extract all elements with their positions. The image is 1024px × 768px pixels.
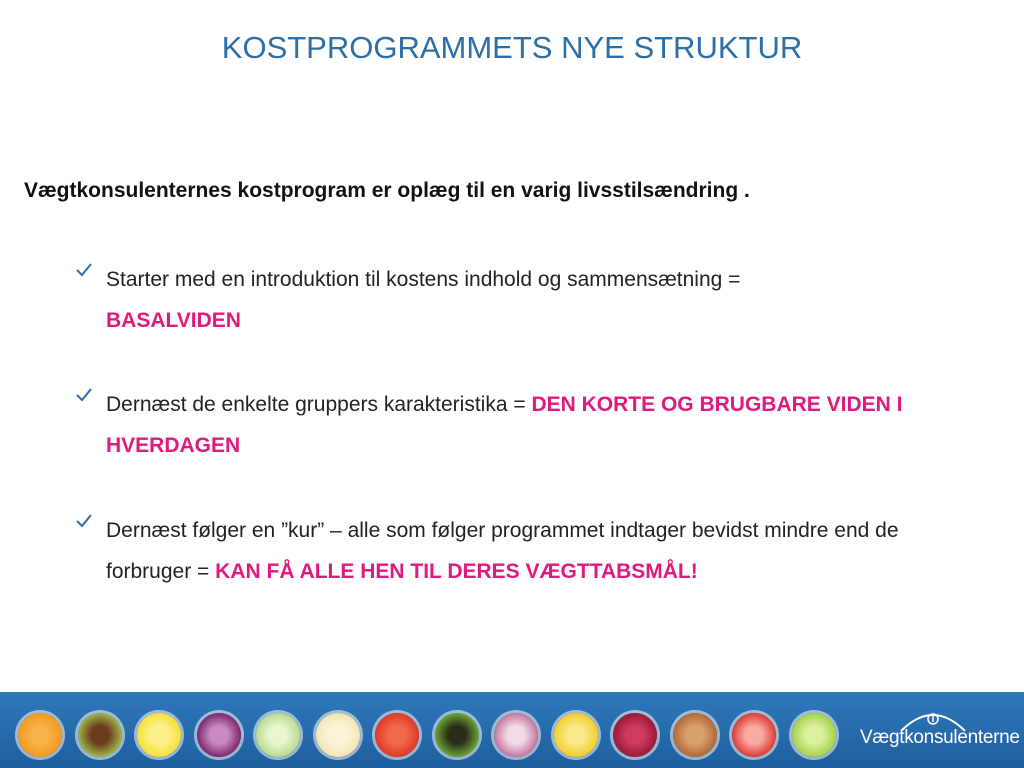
bullet-body: Starter med en introduktion til kostens indhold og sammensætning =	[106, 268, 741, 291]
slide-title: KOSTPROGRAMMETS NYE STRUKTUR	[221, 30, 803, 65]
brand-name: Vægtkonsulenterne	[860, 727, 1020, 748]
bullet-highlight: BASALVIDEN	[106, 309, 241, 332]
red-onion-icon	[494, 713, 538, 757]
bullet-text	[106, 259, 966, 341]
red-cabbage-icon	[197, 713, 241, 757]
bullet-text	[106, 384, 966, 466]
bullet-highlight: KAN FÅ ALLE HEN TIL DERES VÆGTTABSMÅL!	[215, 560, 698, 583]
bullet-text	[106, 510, 966, 592]
brand-logo	[860, 705, 1020, 760]
checkmark-icon	[74, 511, 96, 533]
tomato-icon	[375, 713, 419, 757]
banana-icon	[316, 713, 360, 757]
lemon-icon	[137, 713, 181, 757]
orange-icon	[18, 713, 62, 757]
bullet-highlight: DEN KORTE OG BRUGBARE VIDEN I HVERDAGEN	[106, 393, 903, 457]
cucumber-icon	[256, 713, 300, 757]
strawberry-icon	[732, 713, 776, 757]
bullet-body: Dernæst følger en ”kur” – alle som følger programmet indtager bevidst mindre end de forbruger =	[106, 519, 899, 583]
almonds-icon	[673, 713, 717, 757]
intro-text: Vægtkonsulenternes kostprogram er oplæg til en varig livsstilsændring .	[24, 179, 750, 202]
checkmark-icon	[74, 260, 96, 282]
avocado-icon	[78, 713, 122, 757]
beetroot-icon	[613, 713, 657, 757]
pineapple-icon	[554, 713, 598, 757]
kiwi-icon	[435, 713, 479, 757]
bullet-body: Dernæst de enkelte gruppers karakteristika =	[106, 393, 526, 416]
checkmark-icon	[74, 385, 96, 407]
lime-icon	[792, 713, 836, 757]
